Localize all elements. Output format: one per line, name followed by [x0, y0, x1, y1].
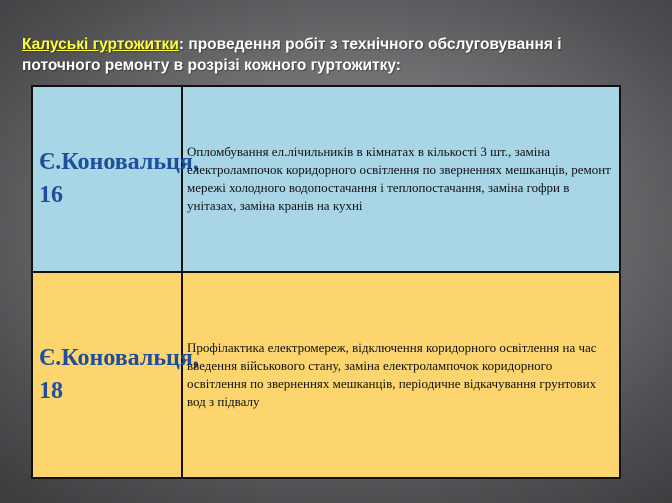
works-description-cell: Профілактика електромереж, відключення коридорного освітлення на час введення військового стану, заміна електролампочок коридорного освітлення по зверненнях мешканців, періодичне відкачування грунтових вод з підвалу — [187, 340, 597, 409]
dormitory-name-cell: Є.Коновальця, 18 — [33, 273, 183, 477]
dormitory-name-cell: Є.Коновальця, 16 — [33, 87, 183, 271]
dormitory-table — [31, 85, 621, 479]
works-description-cell: Опломбування ел.лічильників в кімнатах в кількості 3 шт., заміна електролампочок коридорного освітлення по зверненнях мешканців, ремонт мережі холодного водопостачання і теплопостачання, заміна гофри в унітазах, заміна кранів на кухні — [187, 144, 611, 213]
slide-title — [22, 34, 642, 76]
title-rest: : проведення робіт з технічного обслуговування і поточного ремонту в розрізі кожного гуртожитку: — [22, 36, 562, 74]
table-row — [33, 87, 619, 271]
title-highlight: Калуські гуртожитки — [22, 36, 179, 53]
table-row — [33, 273, 619, 477]
